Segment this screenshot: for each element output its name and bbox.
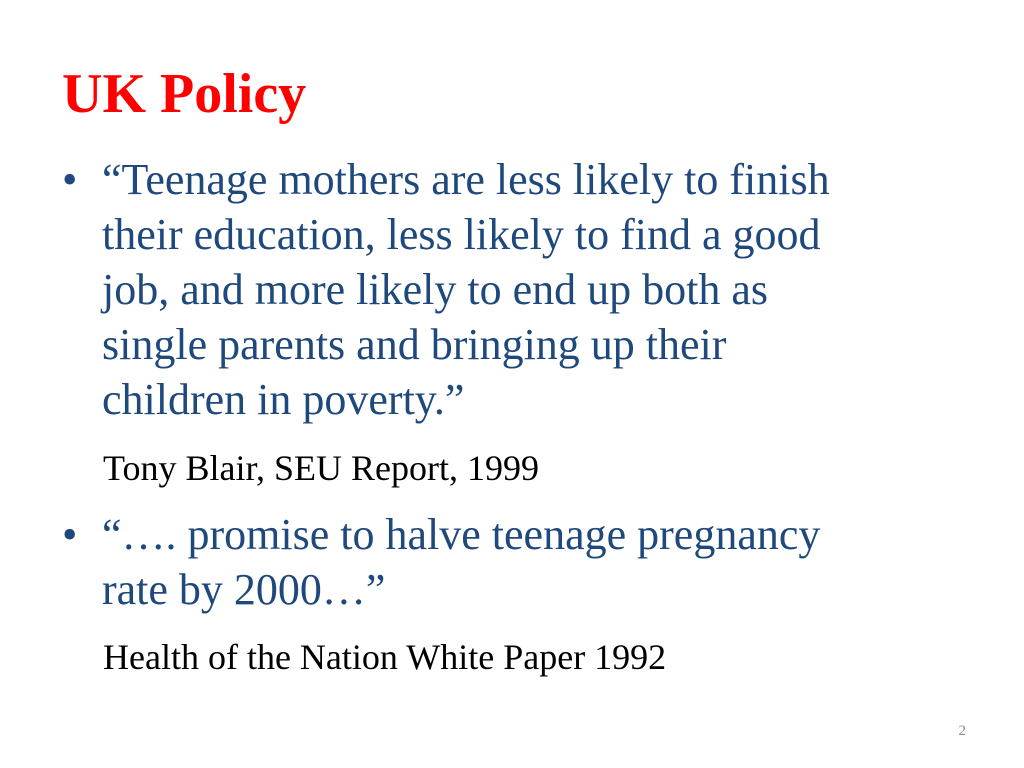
bullet-line [62, 152, 964, 427]
quote-text: “Teenage mothers are less likely to finish their education, less likely to find a good job, and more likely to end up both as single parents and bringing up their children in poverty.” [102, 155, 830, 424]
citation: Tony Blair, SEU Report, 1999 [103, 448, 540, 488]
quote-text: “…. promise to halve teenage pregnancy rate by 2000…” [102, 510, 821, 614]
slide-number: 2 [958, 723, 966, 739]
bullet-item-2 [62, 507, 964, 617]
bullet-marker: • [62, 510, 78, 559]
bullet-item-1 [62, 152, 964, 427]
slide-title: UK Policy [62, 63, 307, 125]
bullet-line [62, 507, 964, 617]
citation: Health of the Nation White Paper 1992 [103, 637, 667, 677]
bullet-marker: • [62, 155, 78, 204]
